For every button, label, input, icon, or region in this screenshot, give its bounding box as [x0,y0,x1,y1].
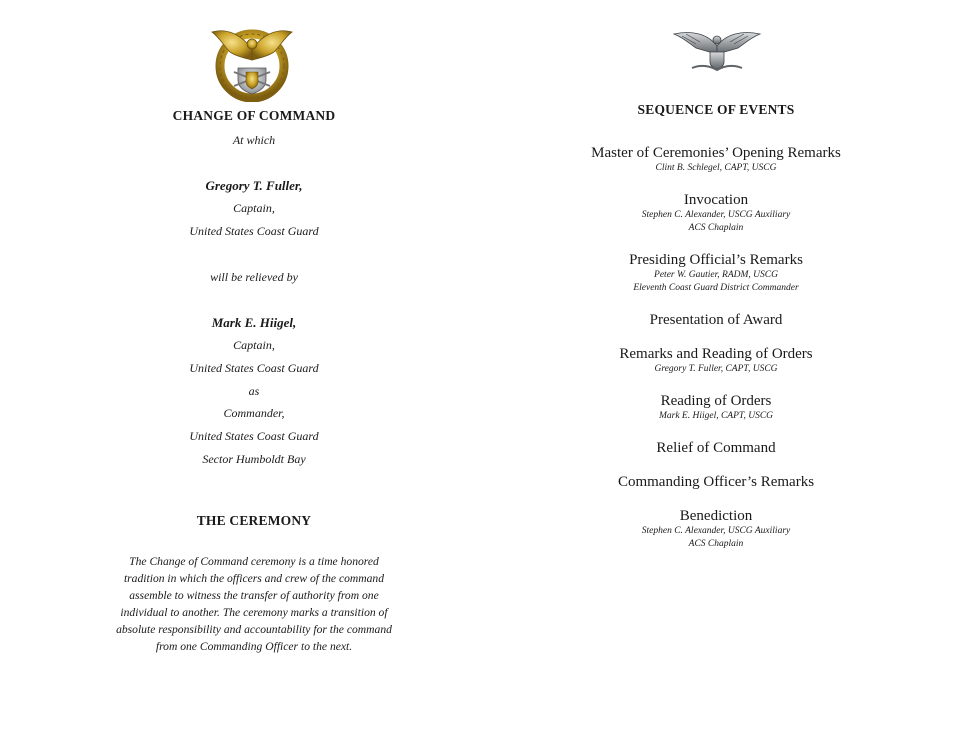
incoming-officer-name: Mark E. Hiigel, [211,315,297,330]
ceremony-heading: THE CEREMONY [196,513,312,528]
position-title: Commander, [223,406,285,420]
event-participant: Mark E. Hiigel, CAPT, USCG [658,411,774,421]
at-which-text: At which [232,133,276,147]
event-title: Presentation of Award [649,312,783,328]
position-service: United States Coast Guard [189,429,319,443]
event-title: Invocation [683,192,749,208]
event-title: Master of Ceremonies’ Opening Remarks [591,145,841,161]
event-item [566,312,866,329]
event-title: Presiding Official’s Remarks [629,252,803,268]
coast-guard-officer-insignia-icon [204,20,300,102]
incoming-officer-service: United States Coast Guard [189,361,319,375]
event-participant: Stephen C. Alexander, USCG Auxiliary [641,210,791,220]
event-participant-role: Eleventh Coast Guard District Commander [633,283,799,293]
event-item [566,192,866,235]
event-participant-role: ACS Chaplain [688,539,744,549]
sequence-of-events-heading: SEQUENCE OF EVENTS [637,102,795,117]
event-title: Remarks and Reading of Orders [619,346,813,362]
captain-eagle-insignia-icon [672,26,762,76]
outgoing-officer-rank: Captain, [233,201,275,215]
position-unit: Sector Humboldt Bay [202,452,306,466]
event-title: Reading of Orders [660,393,772,409]
event-item [566,440,866,457]
event-participant: Stephen C. Alexander, USCG Auxiliary [641,526,791,536]
event-participant-role: ACS Chaplain [688,223,744,233]
event-item [566,393,866,423]
as-text: as [248,384,260,398]
event-item [566,145,866,175]
relieved-by-text: will be relieved by [210,270,298,284]
event-title: Benediction [679,508,753,524]
incoming-officer-rank: Captain, [233,338,275,352]
event-item [566,346,866,376]
event-item [566,474,866,491]
event-participant: Gregory T. Fuller, CAPT, USCG [654,364,778,374]
event-participant: Clint B. Schlegel, CAPT, USCG [655,163,777,173]
event-title: Relief of Command [656,440,776,456]
outgoing-officer-name: Gregory T. Fuller, [205,178,303,193]
change-of-command-heading: CHANGE OF COMMAND [172,108,336,123]
event-item [566,508,866,551]
event-title: Commanding Officer’s Remarks [617,474,815,490]
outgoing-officer-service: United States Coast Guard [189,224,319,238]
event-item [566,252,866,295]
ceremony-description: The Change of Command ceremony is a time honored tradition in which the officers and crew of the command assemble to witness the transfer of authority from one individual to another. The ceremony marks a transition of absolute responsibility and accountability for the command from one Commanding Officer to the next. [116,555,392,653]
event-participant: Peter W. Gautier, RADM, USCG [654,270,778,280]
